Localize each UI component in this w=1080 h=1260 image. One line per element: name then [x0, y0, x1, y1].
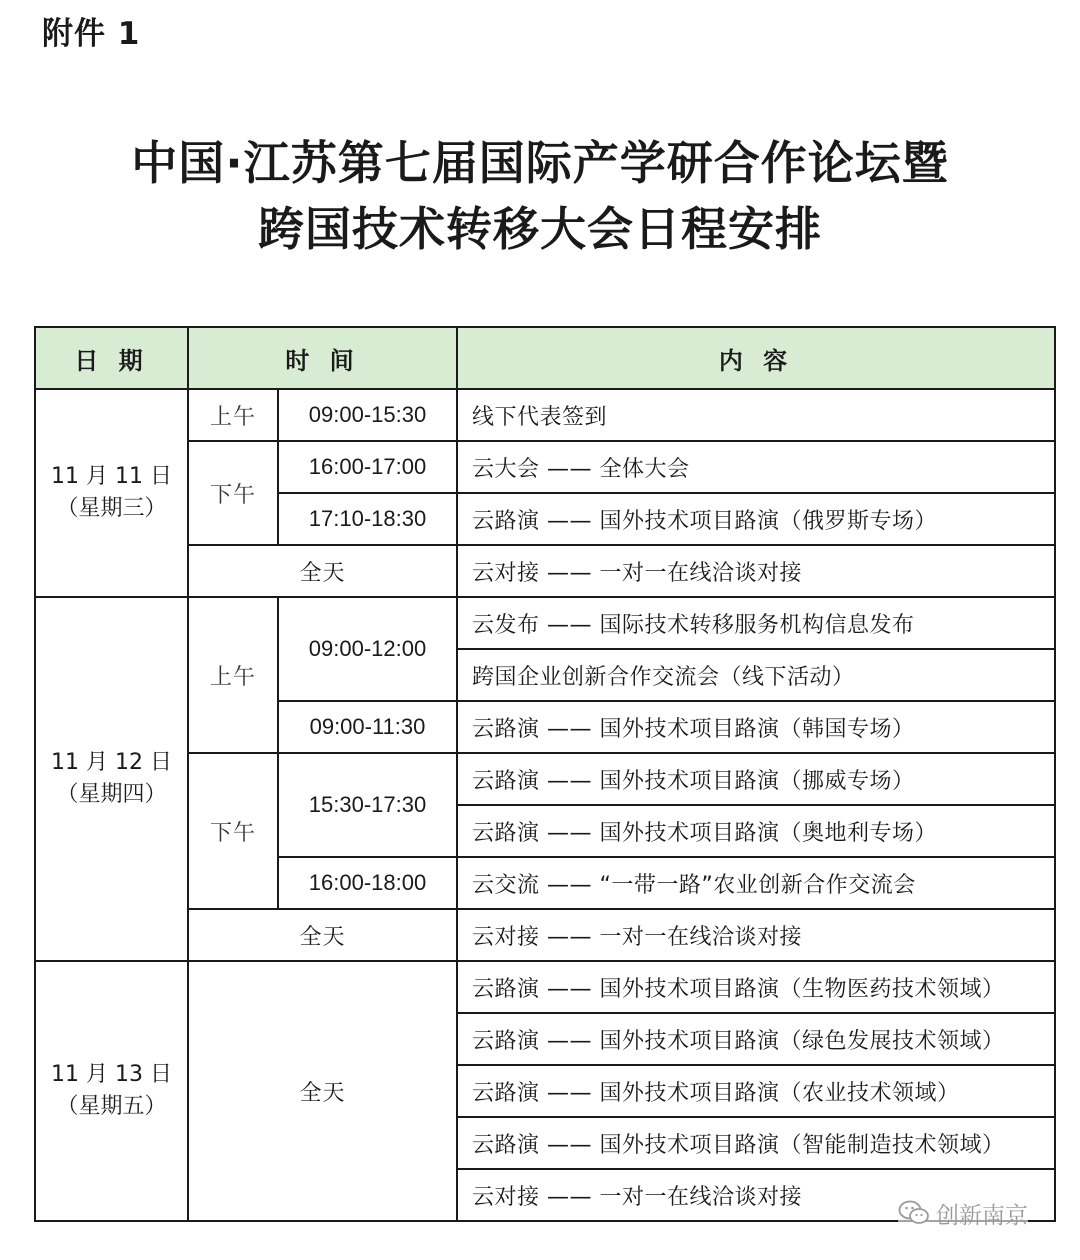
time-cell: 09:00-11:30	[278, 701, 457, 753]
attachment-label: 附件 1	[42, 16, 141, 52]
date-text: 11 月 13 日	[51, 1062, 172, 1087]
content-cell: 云路演 —— 国外技术项目路演（智能制造技术领域）	[457, 1117, 1055, 1169]
content-cell: 云路演 —— 国外技术项目路演（生物医药技术领域）	[457, 961, 1055, 1013]
table-row	[35, 441, 1055, 493]
time-cell: 16:00-18:00	[278, 857, 457, 909]
all-day-cell: 全天	[188, 909, 457, 961]
content-cell: 云路演 —— 国外技术项目路演（农业技术领域）	[457, 1065, 1055, 1117]
table-row	[35, 961, 1055, 1013]
period-cell-morning: 上午	[188, 597, 278, 753]
watermark	[898, 1196, 1028, 1230]
header-date: 日 期	[35, 327, 188, 389]
date-cell	[35, 961, 188, 1221]
schedule-table	[34, 326, 1056, 1222]
time-cell: 15:30-17:30	[278, 753, 457, 857]
weekday-text: （星期四）	[56, 782, 167, 807]
content-cell: 云交流 —— “一带一路”农业创新合作交流会	[457, 857, 1055, 909]
page-title	[0, 130, 1080, 262]
content-cell: 跨国企业创新合作交流会（线下活动）	[457, 649, 1055, 701]
content-cell: 云路演 —— 国外技术项目路演（绿色发展技术领域）	[457, 1013, 1055, 1065]
header-row	[35, 327, 1055, 389]
time-cell: 09:00-12:00	[278, 597, 457, 701]
all-day-cell: 全天	[188, 961, 457, 1221]
content-cell: 线下代表签到	[457, 389, 1055, 441]
header-time: 时 间	[188, 327, 457, 389]
date-cell	[35, 597, 188, 961]
watermark-text: 创新南京	[936, 1202, 1028, 1229]
period-cell-afternoon: 下午	[188, 753, 278, 909]
content-cell: 云大会 —— 全体大会	[457, 441, 1055, 493]
all-day-cell: 全天	[188, 545, 457, 597]
title-line-1: 中国·江苏第七届国际产学研合作论坛暨	[131, 136, 949, 190]
date-cell	[35, 389, 188, 597]
date-text: 11 月 11 日	[51, 464, 172, 489]
weekday-text: （星期三）	[56, 496, 167, 521]
table-row	[35, 545, 1055, 597]
wechat-icon	[898, 1199, 930, 1227]
content-cell: 云路演 —— 国外技术项目路演（挪威专场）	[457, 753, 1055, 805]
time-cell: 09:00-15:30	[278, 389, 457, 441]
content-cell: 云对接 —— 一对一在线洽谈对接	[457, 909, 1055, 961]
header-content: 内 容	[457, 327, 1055, 389]
table-row	[35, 909, 1055, 961]
table-row	[35, 753, 1055, 805]
weekday-text: （星期五）	[56, 1094, 167, 1119]
title-line-2: 跨国技术转移大会日程安排	[258, 202, 822, 256]
content-cell: 云对接 —— 一对一在线洽谈对接	[457, 1169, 1055, 1221]
period-cell-morning: 上午	[188, 389, 278, 441]
content-cell: 云发布 —— 国际技术转移服务机构信息发布	[457, 597, 1055, 649]
table-row	[35, 597, 1055, 649]
content-cell: 云路演 —— 国外技术项目路演（奥地利专场）	[457, 805, 1055, 857]
table-row	[35, 389, 1055, 441]
time-cell: 16:00-17:00	[278, 441, 457, 493]
content-cell: 云对接 —— 一对一在线洽谈对接	[457, 545, 1055, 597]
content-cell: 云路演 —— 国外技术项目路演（韩国专场）	[457, 701, 1055, 753]
date-text: 11 月 12 日	[51, 750, 172, 775]
content-cell: 云路演 —— 国外技术项目路演（俄罗斯专场）	[457, 493, 1055, 545]
period-cell-afternoon: 下午	[188, 441, 278, 545]
time-cell: 17:10-18:30	[278, 493, 457, 545]
